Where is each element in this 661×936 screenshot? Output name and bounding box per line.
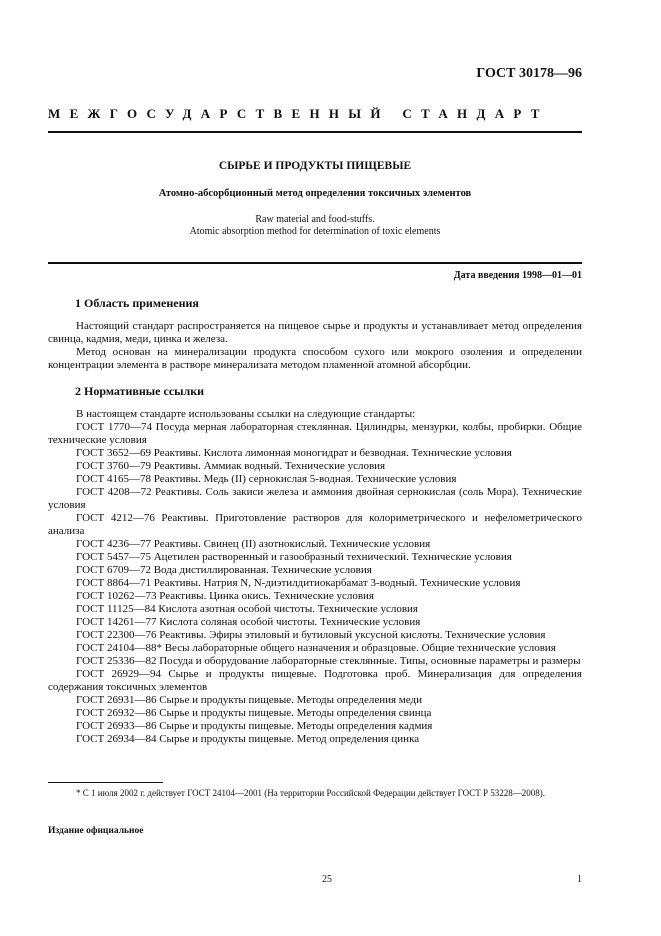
reference-item: ГОСТ 10262—73 Реактивы. Цинка окись. Технические условия — [76, 590, 374, 602]
footnote: * С 1 июля 2002 г. действует ГОСТ 24104—2001 (На территории Российской Федерации действует ГОСТ Р 53228—2008). — [76, 788, 545, 798]
english-title-line-1: Raw material and food-stuffs. — [255, 214, 375, 225]
interstate-standard-heading: МЕЖГОСУДАРСТВЕННЫЙ СТАНДАРТ — [48, 106, 549, 121]
section-1-paragraph: Настоящий стандарт распространяется на пищевое сырье и продукты и устанавливает метод определения свинца, кадмия, меди, цинка и железа. — [48, 320, 582, 345]
reference-item: ГОСТ 11125—84 Кислота азотная особой чистоты. Технические условия — [76, 603, 418, 615]
english-title-line-2: Atomic absorption method for determination of toxic elements — [189, 226, 441, 237]
reference-item: ГОСТ 26933—86 Сырье и продукты пищевые. Методы определения кадмия — [76, 720, 433, 732]
reference-item: ГОСТ 24104—88* Весы лабораторные общего назначения и образцовые. Общие технические условия — [76, 642, 556, 654]
document-subtitle: Атомно-абсорбционный метод определения токсичных элементов — [158, 188, 472, 199]
reference-item: ГОСТ 26932—86 Сырье и продукты пищевые. Методы определения свинца — [76, 707, 432, 719]
reference-item: ГОСТ 3652—69 Реактивы. Кислота лимонная моногидрат и безводная. Технические условия — [76, 447, 512, 459]
sheet-number: 1 — [577, 874, 582, 885]
edition-label: Издание официальное — [48, 826, 144, 836]
reference-item: ГОСТ 1770—74 Посуда мерная лабораторная стеклянная. Цилиндры, мензурки, колбы, пробирки. Общие технические условия — [48, 421, 582, 446]
reference-item: ГОСТ 26931—86 Сырье и продукты пищевые. Методы определения меди — [76, 694, 422, 706]
intro-date: Дата введения 1998—01—01 — [453, 270, 582, 281]
section-1-heading: 1 Область применения — [75, 296, 199, 310]
reference-item: ГОСТ 8864—71 Реактивы. Натрия N, N-диэтилдитиокарбамат 3-водный. Технические условия — [76, 577, 521, 589]
section-2-heading: 2 Нормативные ссылки — [75, 384, 205, 398]
reference-item: ГОСТ 4212—76 Реактивы. Приготовление растворов для колориметрического и нефелометрического анализа — [48, 512, 582, 537]
top-rule — [48, 131, 582, 133]
reference-item: ГОСТ 22300—76 Реактивы. Эфиры этиловый и бутиловый уксусной кислоты. Технические условия — [76, 629, 546, 641]
section-1-body — [48, 320, 582, 372]
reference-item: ГОСТ 4208—72 Реактивы. Соль закиси железа и аммония двойная сернокислая (соль Мора). Технические условия — [48, 486, 582, 511]
gost-number: ГОСТ 30178—96 — [476, 66, 582, 81]
reference-item: ГОСТ 3760—79 Реактивы. Аммиак водный. Технические условия — [76, 460, 386, 472]
document-title: СЫРЬЕ И ПРОДУКТЫ ПИЩЕВЫЕ — [218, 160, 412, 172]
footnote-rule — [48, 782, 163, 783]
reference-item: ГОСТ 25336—82 Посуда и оборудование лабораторные стеклянные. Типы, основные параметры и размеры — [76, 655, 581, 667]
title-rule — [48, 262, 582, 264]
reference-item: ГОСТ 4236—77 Реактивы. Свинец (II) азотнокислый. Технические условия — [76, 538, 431, 550]
section-2-body — [48, 408, 582, 746]
reference-item: ГОСТ 4165—78 Реактивы. Медь (II) сернокислая 5-водная. Технические условия — [76, 473, 457, 485]
section-1-paragraph: Метод основан на минерализации продукта способом сухого или мокрого озоления и определении концентрации элемента в растворе минерализата методом пламенной атомной абсорбции. — [48, 346, 582, 371]
reference-item: ГОСТ 6709—72 Вода дистиллированная. Технические условия — [76, 564, 372, 576]
section-2-intro: В настоящем стандарте использованы ссылки на следующие стандарты: — [76, 408, 416, 420]
reference-item: ГОСТ 14261—77 Кислота соляная особой чистоты. Технические условия — [76, 616, 421, 628]
page-number: 25 — [322, 874, 332, 885]
reference-item: ГОСТ 5457—75 Ацетилен растворенный и газообразный технический. Технические условия — [76, 551, 512, 563]
reference-item: ГОСТ 26929—94 Сырье и продукты пищевые. Подготовка проб. Минерализация для определения содержания токсичных элементов — [48, 668, 582, 693]
reference-item: ГОСТ 26934—84 Сырье и продукты пищевые. Метод определения цинка — [76, 733, 420, 745]
english-title — [48, 214, 582, 238]
